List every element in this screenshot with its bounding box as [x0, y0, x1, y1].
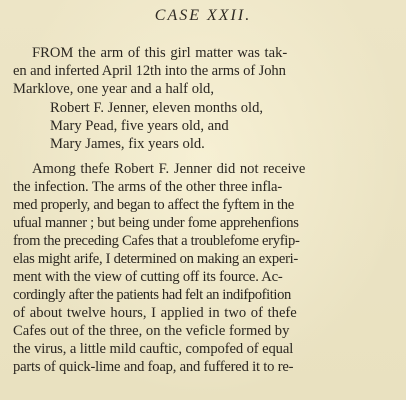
paragraph-1-line-1: FROM the arm of this girl matter was tak- [32, 45, 288, 61]
paragraph-2-line-11: the virus, a little mild cauftic, compofed of equal [13, 341, 294, 357]
case-heading: CASE XXII. [154, 7, 252, 24]
paragraph-2-line-12: parts of quick-lime and foap, and fuffered it to re- [13, 359, 294, 375]
paragraph-2-line-9: of about twelve hours, I applied in two of thefe [13, 305, 297, 321]
paragraph-1-line-2: en and inferted April 12th into the arms of John [13, 63, 286, 79]
paragraph-2-line-2: the infection. The arms of the other three infla- [13, 179, 283, 195]
paragraph-2-line-1: Among thefe Robert F. Jenner did not receive [32, 161, 306, 177]
patient-1: Robert F. Jenner, eleven months old, [50, 100, 264, 116]
paragraph-2-line-7: ment with the view of cutting off its fource. Ac- [13, 269, 283, 285]
paragraph-2-line-6: elas might arife, I determined on making an experi- [13, 251, 298, 267]
paragraph-1-line-3: Marklove, one year and a half old, [13, 81, 214, 97]
patient-2: Mary Pead, five years old, and [50, 118, 229, 134]
paragraph-2-line-8: cordingly after the patients had felt an indifpofition [13, 287, 291, 303]
paragraph-2-line-4: ufual manner ; but being under fome apprehenfions [13, 215, 299, 231]
paragraph-2-line-10: Cafes out of the three, on the veficle formed by [13, 323, 290, 339]
paragraph-2-line-5: from the preceding Cafes that a troublefome eryfip- [13, 233, 300, 249]
patient-3: Mary James, fix years old. [50, 136, 205, 152]
paragraph-2-line-3: med properly, and began to affect the fyftem in the [13, 197, 294, 213]
